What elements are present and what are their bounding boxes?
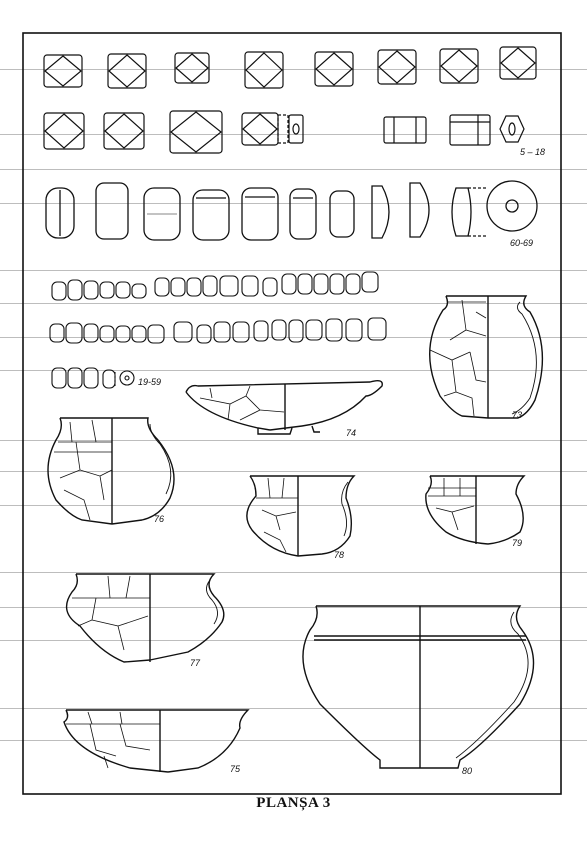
bead-row-3 <box>46 181 537 240</box>
label-vessel-74: 74 <box>346 428 357 438</box>
vessel-78 <box>247 476 354 556</box>
square-bead <box>44 113 84 149</box>
label-beads-60-69: 60-69 <box>510 238 534 248</box>
cylinder-bead <box>384 117 426 143</box>
vessel-75 <box>64 710 248 772</box>
vessel-80 <box>303 606 534 768</box>
label-beads-19-59: 19-59 <box>138 377 162 387</box>
label-vessel-78: 78 <box>334 550 345 560</box>
square-bead <box>170 111 222 153</box>
label-beads-5-18: 5 – 18 <box>520 147 546 157</box>
square-bead <box>108 54 146 88</box>
square-bead <box>242 113 278 145</box>
square-bead <box>315 52 353 86</box>
square-bead <box>245 52 283 88</box>
vessel-79 <box>426 476 524 544</box>
square-bead <box>378 50 416 84</box>
bead-section <box>500 116 524 142</box>
label-vessel-77: 77 <box>190 658 201 668</box>
vessel-76 <box>48 418 174 524</box>
vessel-73 <box>430 296 543 418</box>
label-vessel-76: 76 <box>154 514 165 524</box>
label-vessel-79: 79 <box>512 538 523 548</box>
square-bead <box>440 49 478 83</box>
square-bead <box>175 53 209 83</box>
bead-section <box>289 115 303 143</box>
bead-row-2 <box>44 111 524 153</box>
cylinder-bead <box>450 115 490 145</box>
vessel-77 <box>67 574 224 662</box>
vessel-74 <box>186 381 382 434</box>
label-vessel-73: 73 <box>512 410 523 420</box>
square-bead <box>104 113 144 149</box>
bead-row-1 <box>44 47 536 88</box>
label-vessel-80: 80 <box>462 766 473 776</box>
plate-caption: PLANȘA 3 <box>256 795 331 811</box>
bead-side-view <box>278 115 288 143</box>
small-beads <box>50 272 386 388</box>
label-vessel-75: 75 <box>230 764 241 774</box>
square-bead <box>500 47 536 79</box>
square-bead <box>44 55 82 87</box>
